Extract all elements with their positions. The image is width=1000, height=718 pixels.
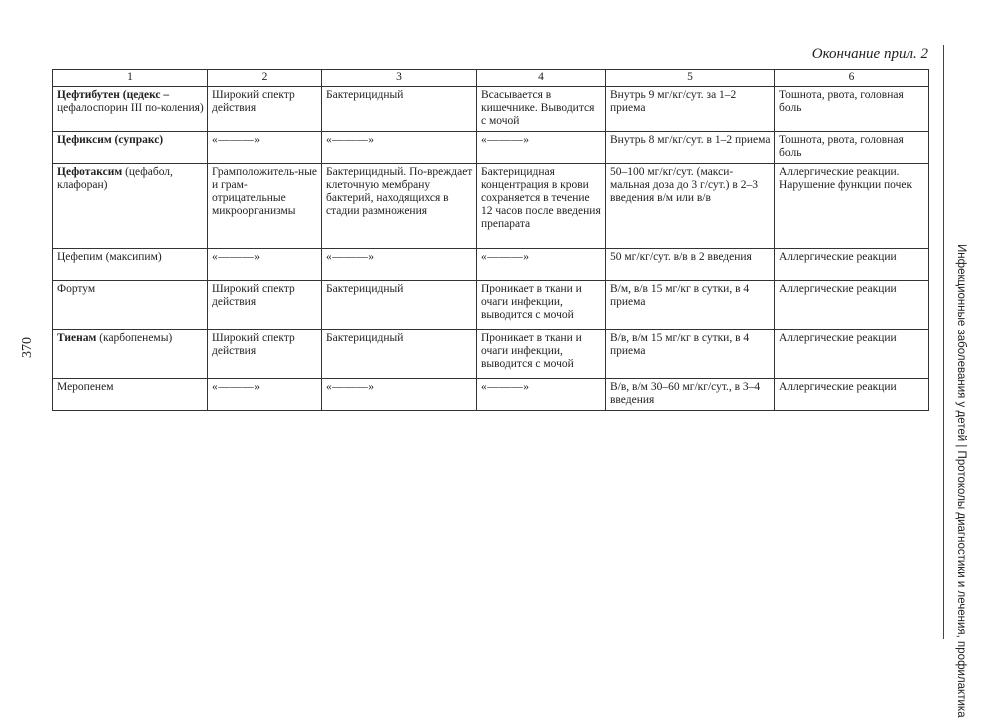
side-effects-cell: Аллергические реакции. Нарушение функции почек — [775, 164, 929, 249]
dosage-cell: Внутрь 8 мг/кг/сут. в 1–2 приема — [606, 132, 775, 164]
column-header: 6 — [775, 70, 929, 87]
dosage-cell: В/в, в/м 15 мг/кг в сутки, в 4 приема — [606, 330, 775, 379]
pharmacokinetics-cell: Всасывается в кишечнике. Выводится с мочой — [477, 87, 606, 132]
drug-name-bold: Цефотаксим — [57, 166, 123, 178]
action-cell: «———» — [322, 132, 477, 164]
table-row — [53, 132, 929, 164]
appendix-caption: Окончание прил. 2 — [811, 46, 928, 62]
pharmacokinetics-cell: Бактерицидная концентрация в крови сохраняется в течение 12 часов после введения препарата — [477, 164, 606, 249]
action-cell: «———» — [322, 249, 477, 281]
action-cell: Бактерицидный — [322, 330, 477, 379]
drug-name-bold: Тиенам — [57, 332, 97, 344]
side-effects-cell: Аллергические реакции — [775, 330, 929, 379]
drug-name-detail: Фортум — [57, 283, 96, 295]
running-title: Инфекционные заболевания у детей | Протоколы диагностики и лечения, профилактика — [955, 244, 967, 718]
side-effects-cell: Аллергические реакции — [775, 281, 929, 330]
drug-name-cell — [53, 249, 208, 281]
column-header: 5 — [606, 70, 775, 87]
table-row — [53, 249, 929, 281]
antibiotics-table — [52, 69, 929, 411]
drug-name-detail: (карбопенемы) — [96, 332, 173, 344]
table-row — [53, 379, 929, 411]
pharmacokinetics-cell: «———» — [477, 249, 606, 281]
dosage-cell: Внутрь 9 мг/кг/сут. за 1–2 приема — [606, 87, 775, 132]
dosage-cell: 50–100 мг/кг/сут. (макси-мальная доза до 3 г/сут.) в 2–3 введения в/м или в/в — [606, 164, 775, 249]
pharmacokinetics-cell: «———» — [477, 132, 606, 164]
action-cell: Бактерицидный. По-вреждает клеточную мембрану бактерий, находящихся в стадии размножения — [322, 164, 477, 249]
drug-name-cell — [53, 330, 208, 379]
spectrum-cell: Грамположитель-ные и грам-отрицательные микроорганизмы — [208, 164, 322, 249]
drug-name-detail: цефалоспорин III по-коления) — [57, 102, 204, 114]
table-row — [53, 164, 929, 249]
drug-name-cell — [53, 132, 208, 164]
drug-name-detail: (цефабол, клафоран) — [57, 166, 173, 191]
drug-name-detail: Цефепим (максипим) — [57, 251, 162, 263]
spectrum-cell: Широкий спектр действия — [208, 281, 322, 330]
drug-name-bold: Цефиксим (супракс) — [57, 134, 164, 146]
spectrum-cell: Широкий спектр действия — [208, 330, 322, 379]
drug-name-detail: Меропенем — [57, 381, 114, 393]
action-cell: Бактерицидный — [322, 281, 477, 330]
action-cell: «———» — [322, 379, 477, 411]
drug-name-bold: Цефтибутен (цедекс – — [57, 89, 170, 101]
column-header: 4 — [477, 70, 606, 87]
column-header: 2 — [208, 70, 322, 87]
spectrum-cell: Широкий спектр действия — [208, 87, 322, 132]
table-row — [53, 330, 929, 379]
side-effects-cell: Тошнота, рвота, головная боль — [775, 132, 929, 164]
column-header: 1 — [53, 70, 208, 87]
side-effects-cell: Аллергические реакции — [775, 249, 929, 281]
table-row — [53, 87, 929, 132]
drug-name-cell — [53, 87, 208, 132]
dosage-cell: В/м, в/в 15 мг/кг в сутки, в 4 приема — [606, 281, 775, 330]
side-effects-cell: Аллергические реакции — [775, 379, 929, 411]
drug-name-cell — [53, 379, 208, 411]
column-header: 3 — [322, 70, 477, 87]
table-row — [53, 281, 929, 330]
drug-name-cell — [53, 281, 208, 330]
margin-rule — [943, 45, 944, 639]
dosage-cell: 50 мг/кг/сут. в/в в 2 введения — [606, 249, 775, 281]
pharmacokinetics-cell: «———» — [477, 379, 606, 411]
spectrum-cell: «———» — [208, 249, 322, 281]
dosage-cell: В/в, в/м 30–60 мг/кг/сут., в 3–4 введения — [606, 379, 775, 411]
column-number-row — [53, 70, 929, 87]
pharmacokinetics-cell: Проникает в ткани и очаги инфекции, выводится с мочой — [477, 281, 606, 330]
drug-name-cell — [53, 164, 208, 249]
side-effects-cell: Тошнота, рвота, головная боль — [775, 87, 929, 132]
page-number: 370 — [20, 337, 35, 358]
spectrum-cell: «———» — [208, 132, 322, 164]
action-cell: Бактерицидный — [322, 87, 477, 132]
spectrum-cell: «———» — [208, 379, 322, 411]
pharmacokinetics-cell: Проникает в ткани и очаги инфекции, выводится с мочой — [477, 330, 606, 379]
